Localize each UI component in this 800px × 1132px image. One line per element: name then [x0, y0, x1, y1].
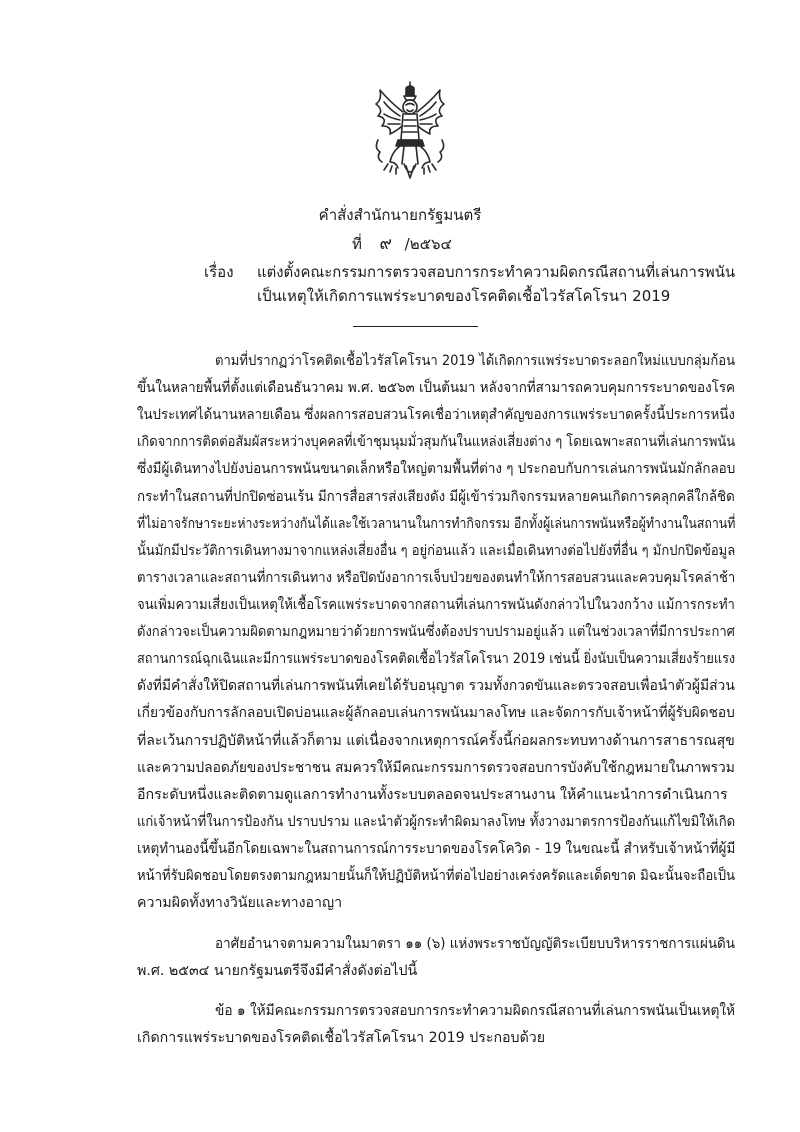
body-line: ที่ไม่อาจรักษาระยะห่างระหว่างกันได้และใช้เวลานานในการทำกิจกรรม อีกทั้งผู้เล่นการพนันหรือผู้ทำงานในสถานที่ [137, 516, 736, 532]
body-line: หน้าที่รับผิดชอบโดยตรงตามกฎหมายนั้นก็ให้ปฏิบัติหน้าที่ต่อไปอย่างเคร่งครัดและเด็ดขาด มิฉะนั้นจะถือเป็น [137, 868, 736, 884]
body-line: ความผิดทั้งทางวินัยและทางอาญา [137, 895, 343, 911]
body-line: เกิดจากการติดต่อสัมผัสระหว่างบุคคลที่เข้าชุมนุมมั่วสุมกันในแหล่งเสี่ยงต่าง ๆ โดยเฉพาะสถานที่เล่นการพนัน [137, 434, 736, 450]
body-line: อีกระดับหนึ่งและติดตามดูแลการทำงานทั้งระบบตลอดจนประสานงาน ให้คำแนะนำการดำเนินการ [137, 787, 728, 803]
body-line: ตารางเวลาและสถานที่การเดินทาง หรือปิดบังอาการเจ็บป่วยของตนทำให้การสอบสวนและควบคุมโรคล่าช้า [137, 570, 736, 586]
body-line: เกี่ยวข้องกับการลักลอบเปิดบ่อนและผู้ลักลอบเล่นการพนันมาลงโทษ และจัดการกับเจ้าหน้าที่ผู้รับผิดชอบ [137, 705, 735, 721]
body-line: ซึ่งมีผู้เดินทางไปยังบ่อนการพนันขนาดเล็กหรือใหญ่ตามพื้นที่ต่าง ๆ ประกอบกับการเล่นการพนันมักลักลอบ [137, 461, 736, 477]
body-line: ตามที่ปรากฏว่าโรคติดเชื้อไวรัสโคโรนา 2019 ได้เกิดการแพร่ระบาดระลอกใหม่แบบกลุ่มก้อน [215, 353, 736, 369]
body-line: กระทำในสถานที่ปกปิดซ่อนเร้น มีการสื่อสารส่งเสียงดัง มีผู้เข้าร่วมกิจกรรมหลายคนเกิดการคลุกคลีใกล้ชิด [137, 489, 735, 505]
body-line: ในประเทศได้นานหลายเดือน ซึ่งผลการสอบสวนโรคเชื่อว่าเหตุสำคัญของการแพร่ระบาดครั้งนี้ประการหนึ่ง [137, 407, 735, 423]
body-line: ดังที่มีคำสั่งให้ปิดสถานที่เล่นการพนันที่เคยได้รับอนุญาต รวมทั้งกวดขันและตรวจสอบเพื่อนำตัวผู้มีส่วน [137, 678, 735, 694]
body-line: เหตุทำนองนี้ขึ้นอีกโดยเฉพาะในสถานการณ์การระบาดของโรคโควิด - 19 ในขณะนี้ สำหรับเจ้าหน้าที่ผู้มี [137, 841, 736, 857]
body-line: จนเพิ่มความเสี่ยงเป็นเหตุให้เชื้อโรคแพร่ระบาดจากสถานที่เล่นการพนันดังกล่าวไปในวงกว้าง แม้การกระทำ [137, 597, 735, 613]
order-number-value: ๙ [379, 234, 392, 254]
title-divider [353, 326, 478, 327]
body-line: ที่ละเว้นการปฏิบัติหน้าที่แล้วก็ตาม แต่เนื่องจากเหตุการณ์ครั้งนี้ก่อผลกระทบทางด้านการสาธารณสุข [137, 733, 735, 749]
order-number-year: /๒๕๖๔ [404, 235, 452, 253]
body-line: ขึ้นในหลายพื้นที่ตั้งแต่เดือนธันวาคม พ.ศ. ๒๕๖๓ เป็นต้นมา หลังจากที่สามารถควบคุมการระบาดของโรค [137, 380, 736, 396]
subject-label: เรื่อง [204, 263, 234, 281]
body-line: ดังกล่าวจะเป็นความผิดตามกฎหมายว่าด้วยการพนันซึ่งต้องปราบปรามอยู่แล้ว แต่ในช่วงเวลาที่มีการประกาศ [137, 624, 735, 640]
body-line: และความปลอดภัยของประชาชน สมควรให้มีคณะกรรมการตรวจสอบการบังคับใช้กฎหมายในภาพรวม [137, 760, 735, 776]
subject-line: เป็นเหตุให้เกิดการแพร่ระบาดของโรคติดเชื้อไวรัสโคโรนา 2019 [257, 287, 671, 305]
body-line: อาศัยอำนาจตามความในมาตรา ๑๑ (๖) แห่งพระราชบัญญัติระเบียบบริหารราชการแผ่นดิน [215, 936, 735, 952]
body-line: เกิดการแพร่ระบาดของโรคติดเชื้อไวรัสโคโรนา 2019 ประกอบด้วย [137, 1030, 546, 1046]
issuer-heading: คำสั่งสำนักนายกรัฐมนตรี [318, 206, 482, 224]
body-line: พ.ศ. ๒๕๓๔ นายกรัฐมนตรีจึงมีคำสั่งดังต่อไปนี้ [137, 963, 418, 979]
body-line: สถานการณ์ฉุกเฉินและมีการแพร่ระบาดของโรคติดเชื้อไวรัสโคโรนา 2019 เช่นนี้ ยิ่งนับเป็นความเสี่ยงร้ายแรง [137, 651, 736, 667]
body-line: นั้นมักมีประวัติการเดินทางมาจากแหล่งเสี่ยงอื่น ๆ อยู่ก่อนแล้ว และเมื่อเดินทางต่อไปยังที่อื่น ๆ มักปกปิดข้อมูล [137, 543, 736, 559]
body-line: แก่เจ้าหน้าที่ในการป้องกัน ปราบปราม และนำตัวผู้กระทำผิดมาลงโทษ ทั้งวางมาตรการป้องกันแก้ไขมิให้เกิด [137, 814, 736, 830]
order-number [352, 234, 452, 254]
subject-line: แต่งตั้งคณะกรรมการตรวจสอบการกระทำความผิดกรณีสถานที่เล่นการพนัน [257, 263, 736, 281]
garuda-emblem-icon [370, 80, 450, 184]
order-number-prefix: ที่ [352, 235, 362, 253]
body-line: ข้อ ๑ ให้มีคณะกรรมการตรวจสอบการกระทำความผิดกรณีสถานที่เล่นการพนันเป็นเหตุให้ [215, 1003, 736, 1019]
